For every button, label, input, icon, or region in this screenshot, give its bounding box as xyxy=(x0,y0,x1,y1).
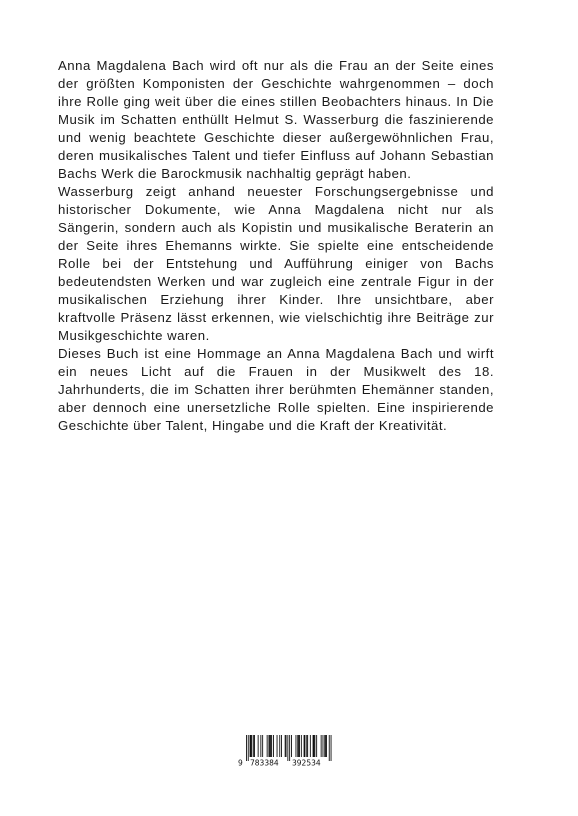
barcode-bar xyxy=(286,735,287,757)
barcode-bar xyxy=(277,735,278,757)
barcode-bar xyxy=(279,735,280,757)
barcode-first-digit: 9 xyxy=(238,758,243,767)
barcode-bar xyxy=(271,735,272,757)
blurb-paragraph-1: Anna Magdalena Bach wird oft nur als die Frau an der Seite eines der größten Komponisten der Geschichte wahrgenommen – doch ihre Rolle ging weit über die eines stillen Beobachters hinaus. In Die Musik im Schatten enthüllt Helmut S. Wasserburg die faszinierende und wenig beachtete Geschichte dieser außergewöhnlichen Frau, deren musikalisches Talent und tiefer Einfluss auf Johann Sebastian Bachs Werk die Barockmusik nachhaltig geprägt haben. xyxy=(58,58,494,181)
isbn-barcode xyxy=(238,735,336,767)
barcode-bar xyxy=(307,735,308,757)
barcode-bar xyxy=(297,735,298,757)
barcode-bar xyxy=(260,735,261,757)
barcode-bar xyxy=(329,735,330,761)
blurb-text xyxy=(58,57,494,435)
barcode-bar xyxy=(313,735,314,757)
barcode-bar xyxy=(248,735,249,761)
barcode-left-digits: 783384 xyxy=(250,758,279,767)
barcode-bar xyxy=(251,735,252,757)
barcode-bar xyxy=(306,735,307,757)
barcode-bar xyxy=(326,735,327,757)
barcode-bar xyxy=(246,735,247,761)
barcode-bar xyxy=(321,735,322,757)
barcode-bar xyxy=(262,735,263,757)
barcode-bar xyxy=(325,735,326,757)
barcode-bar xyxy=(331,735,332,761)
barcode-right-digits: 392534 xyxy=(292,758,321,767)
barcode-bar xyxy=(270,735,271,757)
barcode-bar xyxy=(251,735,252,757)
barcode-bar xyxy=(324,735,325,757)
barcode-bar xyxy=(281,735,282,757)
barcode-bar xyxy=(269,735,270,757)
barcode-bar xyxy=(285,735,286,757)
barcode-bar xyxy=(314,735,315,757)
blurb-paragraph-2: Wasserburg zeigt anhand neuester Forschungsergebnisse und historischer Dokumente, wie Anna Magdalena nicht nur als Sängerin, sondern auch als Kopistin und musikalische Beraterin an der Seite ihres Ehemanns wirkte. Sie spielte eine entscheidende Rolle bei der Entstehung und Aufführung einiger von Bachs bedeutendsten Werken und war zugleich eine zentrale Figur in der musikalischen Erziehung ihrer Kinder. Ihre unsichtbare, aber kraftvolle Präsenz lässt erkennen, wie vielschichtig ihre Beiträge zur Musikgeschichte waren. xyxy=(58,184,494,343)
barcode-bar xyxy=(310,735,311,757)
barcode-bar xyxy=(258,735,259,757)
barcode-bar xyxy=(291,735,292,757)
barcode-bar xyxy=(301,735,302,757)
barcode-graphic xyxy=(238,735,336,767)
barcode-bar xyxy=(287,735,288,761)
barcode-bar xyxy=(267,735,268,757)
barcode-bar xyxy=(323,735,324,757)
barcode-bar xyxy=(269,735,270,757)
barcode-bar xyxy=(250,735,251,757)
barcode-bar xyxy=(298,735,299,757)
barcode-bar xyxy=(273,735,274,757)
barcode-bar xyxy=(316,735,317,757)
barcode-bar xyxy=(304,735,305,757)
barcode-bar xyxy=(254,735,255,757)
barcode-bar xyxy=(299,735,300,757)
barcode-bar xyxy=(296,735,297,757)
barcode-bars xyxy=(246,735,332,761)
blurb-paragraph-3: Dieses Buch ist eine Hommage an Anna Magdalena Bach und wirft ein neues Licht auf die Frauen in der Musikwelt des 18. Jahrhunderts, die im Schatten ihrer berühmten Ehemänner standen, aber dennoch eine unersetzliche Rolle spielten. Eine inspirierende Geschichte über Talent, Hingabe und die Kraft der Kreativität. xyxy=(58,346,494,433)
barcode-bar xyxy=(253,735,254,757)
barcode-bar xyxy=(289,735,290,761)
barcode-bar xyxy=(314,735,315,757)
barcode-bar xyxy=(305,735,306,757)
